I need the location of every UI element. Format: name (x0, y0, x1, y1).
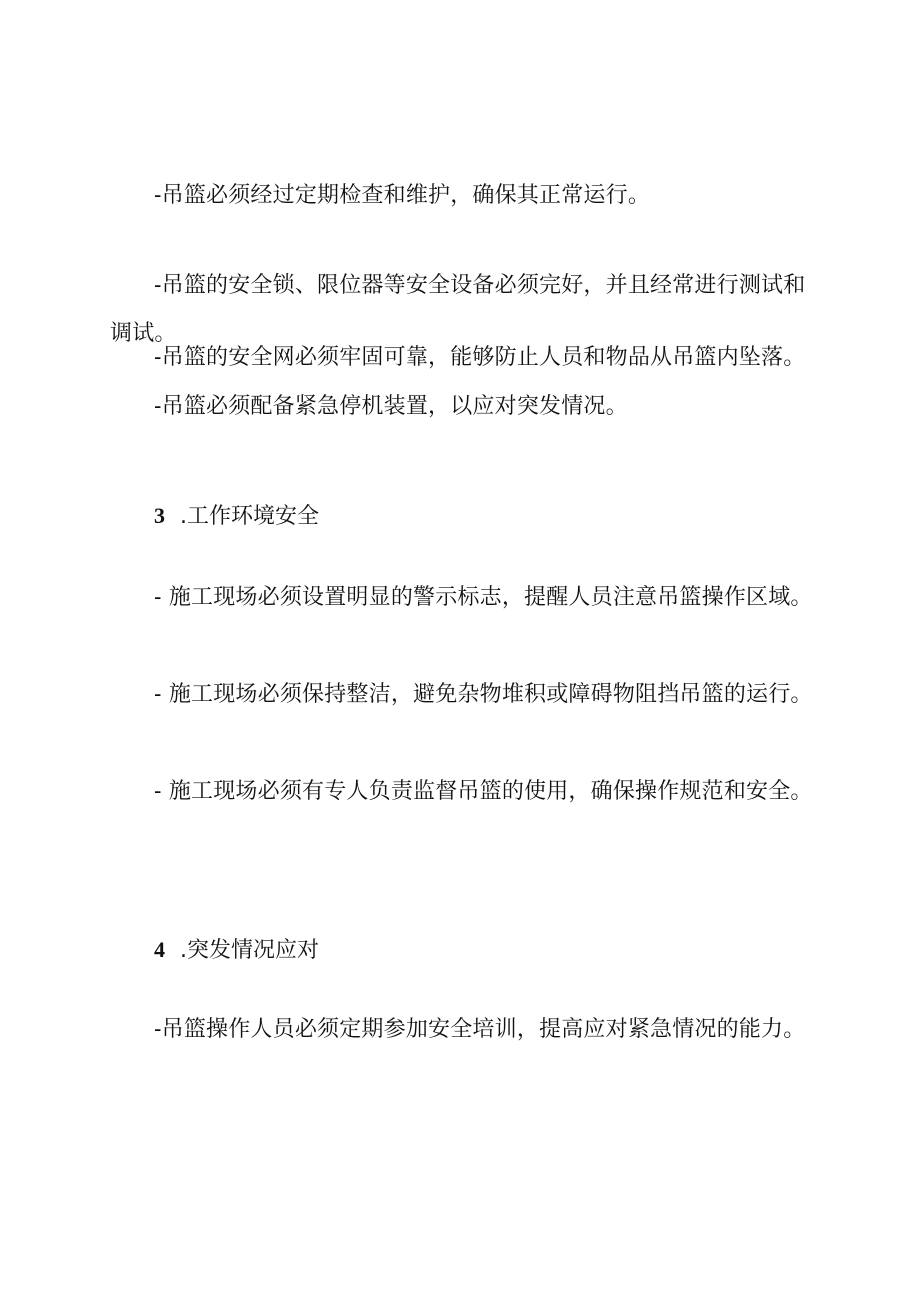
paragraph-supervision: - 施工现场必须有专人负责监督吊篮的使用，确保操作规范和安全。 (154, 779, 813, 804)
paragraph-safety-devices: -吊篮的安全锁、限位器等安全设备必须完好，并且经常进行测试和调试。 (110, 273, 806, 346)
paragraph-safety-net: -吊篮的安全网必须牢固可靠，能够防止人员和物品从吊篮内坠落。 (154, 345, 806, 370)
section-title: .突发情况应对 (180, 938, 319, 963)
paragraph-site-cleanliness: - 施工现场必须保持整洁，避免杂物堆积或障碍物阻挡吊篮的运行。 (154, 682, 813, 707)
section-heading-emergency-response (154, 934, 319, 967)
section-number: 3 (154, 503, 165, 528)
section-title: .工作环境安全 (180, 504, 319, 529)
section-heading-work-environment (154, 500, 319, 533)
paragraph-emergency-stop: -吊篮必须配备紧急停机装置，以应对突发情况。 (154, 394, 628, 419)
paragraph-warning-signs: - 施工现场必须设置明显的警示标志，提醒人员注意吊篮操作区域。 (154, 585, 813, 610)
paragraph-training: -吊篮操作人员必须定期参加安全培训，提高应对紧急情况的能力。 (154, 1017, 806, 1042)
paragraph-inspection: -吊篮必须经过定期检查和维护，确保其正常运行。 (154, 183, 651, 208)
section-number: 4 (154, 937, 165, 962)
